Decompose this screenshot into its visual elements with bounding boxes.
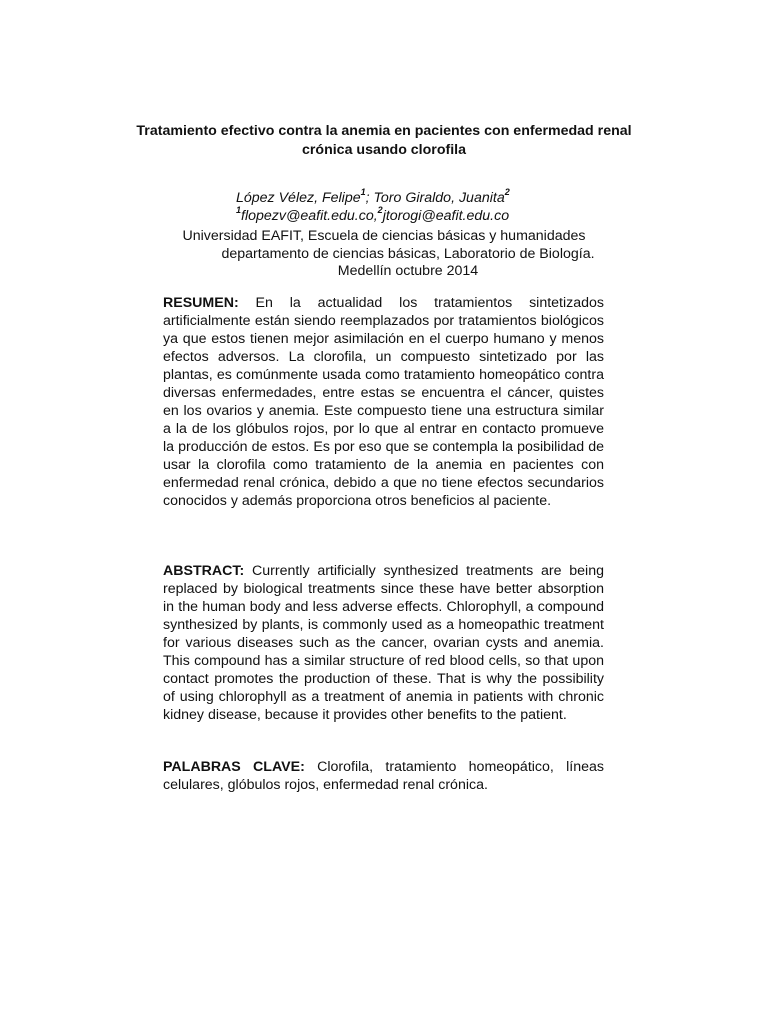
author-separator: ; [365,190,374,206]
resumen-label: RESUMEN: [163,295,239,311]
author-1-email: flopezv@eafit.edu.co, [241,208,378,224]
author-1-superscript: 1 [360,187,366,198]
email-2-superscript: 2 [377,205,383,216]
keywords-text: Clorofila, tratamiento homeopático, líneas celulares, glóbulos rojos, enfermedad renal crónica. [163,759,604,793]
keywords-label: PALABRAS CLAVE: [163,759,305,775]
resumen-text: En la actualidad los tratamientos sintetizados artificialmente están siendo reemplazados por tratamientos biológicos ya que estos tienen mejor asimilación en el cuerpo humano y menos efectos adversos. La clorofila, un compuesto sintetizado por las plantas, es comúnmente usada como tratamiento homeopático contra diversas enfermedades, entre estas se encuentra el cáncer, quistes en los ovarios y anemia. Este compuesto tiene una estructura similar a la de los glóbulos rojos, por lo que al entrar en contacto promueve la producción de estos. Es por eso que se contempla la posibilidad de usar la clorofila como tratamiento de la anemia en pacientes con enfermedad renal crónica, debido a que no tiene efectos secundarios conocidos y además proporciona otros beneficios al paciente. [163,295,604,509]
author-1-name: López Vélez, Felipe [236,190,361,206]
author-emails [236,205,510,226]
title-line-2: crónica usando clorofila [302,142,466,158]
author-2-email: jtorogi@eafit.edu.co [382,208,510,224]
affiliation-line-1: Universidad EAFIT, Escuela de ciencias básicas y humanidades [182,228,586,244]
author-2-superscript: 2 [504,187,510,198]
author-2-name: Toro Giraldo, Juanita [373,190,505,206]
date-line: Medellín octubre 2014 [337,263,479,279]
abstract-paragraph [163,562,604,724]
abstract-label: ABSTRACT: [163,563,245,579]
title-line-1: Tratamiento efectivo contra la anemia en pacientes con enfermedad renal [136,123,632,139]
author-names [236,187,510,208]
abstract-text: Currently artificially synthesized treatments are being replaced by biological treatments since these have better absorption in the human body and less adverse effects. Chlorophyll, a compound synthesized by plants, is commonly used as a homeopathic treatment for various diseases such as the cancer, ovarian cysts and anemia. This compound has a similar structure of red blood cells, so that upon contact promotes the production of these. That is why the possibility of using chlorophyll as a treatment of anemia in patients with chronic kidney disease, because it provides other benefits to the patient. [163,563,604,723]
affiliation-line-2: departamento de ciencias básicas, Laboratorio de Biología. [221,246,595,262]
resumen-paragraph [163,294,604,510]
keywords-paragraph [163,758,604,794]
paper-title [110,122,658,160]
email-1-superscript: 1 [236,205,242,216]
